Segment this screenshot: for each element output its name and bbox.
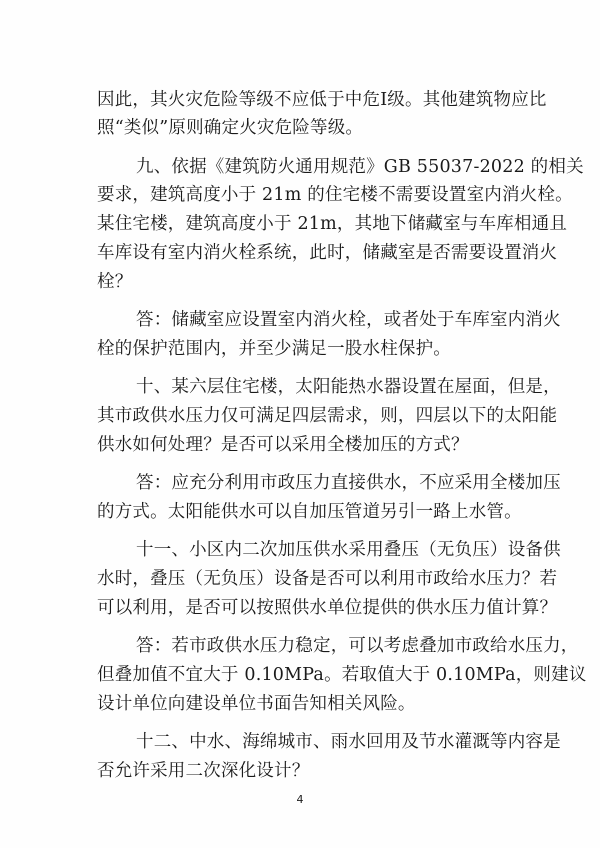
answer-9-line: 答：储藏室应设置室内消火栓，或者处于车库室内消火 bbox=[136, 310, 561, 330]
question-9-line: 某住宅楼，建筑高度小于 21m，其地下储藏室与车库相通且 bbox=[97, 214, 568, 234]
answer-11-line: 设计单位向建设单位书面告知相关风险。 bbox=[97, 694, 416, 714]
text-line: 因此，其火灾危险等级不应低于中危Ⅰ级。其他建筑物应比 bbox=[97, 90, 547, 110]
question-10-line: 供水如何处理？是否可以采用全楼加压的方式？ bbox=[97, 435, 469, 455]
question-11-line: 水时，叠压（无负压）设备是否可以利用市政给水压力？若 bbox=[97, 569, 558, 589]
question-10-line: 十、某六层住宅楼，太阳能热水器设置在屋面，但是， bbox=[136, 377, 561, 397]
answer-11-line: 答：若市政供水压力稳定，可以考虑叠加市政给水压力， bbox=[136, 636, 579, 656]
question-12-line: 否允许采用二次深化设计？ bbox=[97, 761, 310, 781]
question-11-line: 十一、小区内二次加压供水采用叠压（无负压）设备供 bbox=[136, 540, 561, 560]
answer-10-line: 的方式。太阳能供水可以自加压管道另引一路上水管。 bbox=[97, 502, 522, 522]
answer-11-line: 但叠加值不宜大于 0.10MPa。若取值大于 0.10MPa，则建议 bbox=[97, 665, 587, 685]
question-9-line: 栓？ bbox=[97, 272, 133, 292]
question-9-line: 要求，建筑高度小于 21m 的住宅楼不需要设置室内消火栓。 bbox=[97, 185, 573, 205]
question-9-line: 车库设有室内消火栓系统，此时，储藏室是否需要设置消火 bbox=[97, 243, 558, 263]
question-11-line: 可以利用，是否可以按照供水单位提供的供水压力值计算？ bbox=[97, 598, 558, 618]
answer-10-line: 答：应充分利用市政压力直接供水，不应采用全楼加压 bbox=[136, 473, 561, 493]
question-12-line: 十二、中水、海绵城市、雨水回用及节水灌溉等内容是 bbox=[136, 732, 561, 752]
question-9-line: 九、依据《建筑防火通用规范》GB 55037-2022 的相关 bbox=[136, 157, 584, 177]
answer-9-line: 栓的保护范围内，并至少满足一股水柱保护。 bbox=[97, 339, 451, 359]
question-10-line: 其市政供水压力仅可满足四层需求，则，四层以下的太阳能 bbox=[97, 406, 558, 426]
page-number: 4 bbox=[296, 793, 304, 806]
text-line: 照“类似”原则确定火灾危险等级。 bbox=[97, 118, 364, 138]
